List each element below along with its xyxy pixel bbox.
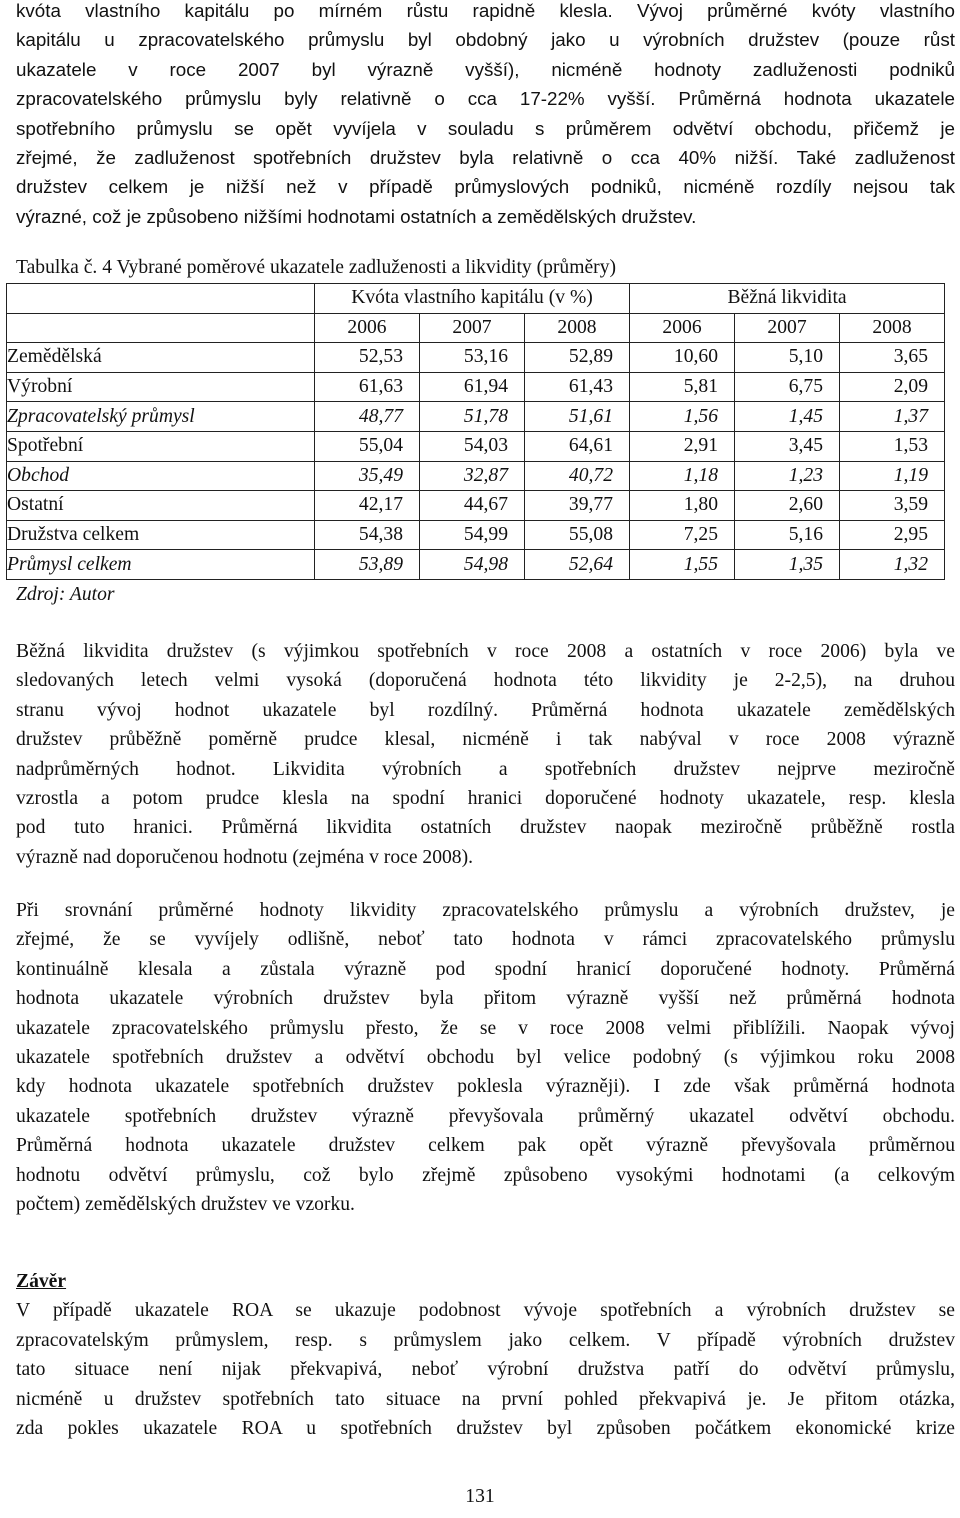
table-cell: 1,45 [735,402,840,432]
table-source: Zdroj: Autor [16,584,115,605]
table-cell: 54,99 [420,520,525,550]
year-header: 2008 [840,313,945,343]
table-cell: 39,77 [525,491,630,521]
top-paragraph-line: zřejmé, že zadluženost spotřebních družstev byla relativně o cca 40% nižší. Také zadluženost [16,147,955,169]
year-header: 2007 [735,313,840,343]
table-cell: 51,61 [525,402,630,432]
conclusion-section [16,1267,955,1443]
top-paragraph [16,0,955,231]
table-cell: 64,61 [525,431,630,461]
row-label: Obchod [7,461,315,491]
paragraph-line: ukazatele spotřebních družstev výrazně převyšovala průměrný ukazatel odvětví obchodu. [16,1105,955,1127]
table-cell: 40,72 [525,461,630,491]
paragraph-line: kontinuálně klesala a zůstala výrazně pod spodní hranicí doporučené hodnoty. Průměrná [16,958,955,980]
table-corner-cell [7,313,315,343]
paragraph-line: V případě ukazatele ROA se ukazuje podobnost vývoje spotřebních a výrobních družstev se [16,1300,955,1322]
paragraph-line: ukazatele spotřebních družstev a odvětví obchodu byl velice podobný (s výjimkou roku 2008 [16,1047,955,1069]
paragraph-line: tato situace není nijak překvapivá, neboť výrobní družstva patří do odvětví průmyslu, [16,1359,955,1381]
table-year-header-row [7,313,945,343]
table-cell: 3,45 [735,431,840,461]
table-cell: 53,89 [315,550,420,580]
year-header: 2007 [420,313,525,343]
table-cell: 5,10 [735,343,840,373]
table-wrapper [6,283,945,580]
table-cell: 5,81 [630,372,735,402]
table-row [7,520,945,550]
row-label: Družstva celkem [7,520,315,550]
paragraph-line: Při srovnání průměrné hodnoty likvidity zpracovatelského průmyslu a výrobních družstev, je [16,900,955,921]
table-cell: 32,87 [420,461,525,491]
table-cell: 53,16 [420,343,525,373]
top-paragraph-line: zpracovatelského průmyslu byly relativně o cca 17-22% vyšší. Průměrná hodnota ukazatele [16,88,955,110]
table-group-header-row [7,284,945,314]
row-label: Zemědělská [7,343,315,373]
table-cell: 61,94 [420,372,525,402]
table-cell: 7,25 [630,520,735,550]
table-row [7,461,945,491]
table-cell: 52,53 [315,343,420,373]
table-row [7,402,945,432]
top-paragraph-line: spotřebního průmyslu se opět vyvíjela v souladu s průměrem odvětví obchodu, přičemž je [16,117,955,139]
table-cell: 2,09 [840,372,945,402]
year-header: 2006 [630,313,735,343]
table-cell: 1,56 [630,402,735,432]
paragraph-line: počtem) zemědělských družstev ve vzorku. [16,1194,355,1216]
paragraph-line: výrazně nad doporučenou hodnotu (zejména v roce 2008). [16,846,474,868]
paragraph-line: kdy hodnota ukazatele spotřebních družstev poklesla výrazněji). I zde však průměrná hodnota [16,1076,955,1098]
table-cell: 54,03 [420,431,525,461]
row-label: Ostatní [7,491,315,521]
table-row [7,431,945,461]
row-label: Zpracovatelský průmysl [7,402,315,432]
table-cell: 2,95 [840,520,945,550]
conclusion-heading: Závěr [16,1271,67,1292]
table-cell: 55,04 [315,431,420,461]
paragraph-line: Běžná likvidita družstev (s výjimkou spotřebních v roce 2008 a ostatních v roce 2006) byla ve [16,641,955,662]
paragraph-line: pod tuto hranici. Průměrná likvidita ostatních družstev naopak meziročně průběžně rostla [16,817,955,839]
top-paragraph-line: ukazatele v roce 2007 byl výrazně vyšší), nicméně hodnoty zadluženosti podniků [16,58,955,80]
table-cell: 1,23 [735,461,840,491]
table-cell: 1,80 [630,491,735,521]
paragraph-line: zda pokles ukazatele ROA u spotřebních družstev byl způsoben počátkem ekonomické krize [16,1418,955,1440]
row-label: Průmysl celkem [7,550,315,580]
row-label: Výrobní [7,372,315,402]
paragraph-line: hodnota ukazatele výrobních družstev byla přitom výrazně vyšší než průměrná hodnota [16,988,955,1010]
group-header-equity-ratio: Kvóta vlastního kapitálu (v %) [315,284,630,314]
top-paragraph-line: družstev celkem je nižší než v případě průmyslových podniků, nicméně rozdíly nejsou tak [16,176,955,198]
paragraph-line: Průměrná hodnota ukazatele družstev celkem pak opět výrazně převyšovala průměrnou [16,1135,955,1157]
table-cell: 1,55 [630,550,735,580]
paragraph-comparison [16,896,955,1219]
table-cell: 61,63 [315,372,420,402]
table-row [7,343,945,373]
table-cell: 55,08 [525,520,630,550]
table-cell: 35,49 [315,461,420,491]
table-cell: 1,19 [840,461,945,491]
table-cell: 61,43 [525,372,630,402]
table-cell: 2,60 [735,491,840,521]
table-cell: 52,89 [525,343,630,373]
paragraph-line: ukazatele zpracovatelského průmyslu přesto, že se v roce 2008 velmi přiblížili. Naopak vývoj [16,1017,955,1039]
group-header-current-ratio: Běžná likvidita [630,284,945,314]
paragraph-line: zpracovatelským průmyslem, resp. s průmyslem jako celkem. V případě výrobních družstev [16,1329,955,1351]
page-number: 131 [465,1486,495,1507]
top-paragraph-line: výrazné, což je způsobeno nižšími hodnotami ostatních a zemědělských družstev. [16,205,697,227]
data-table [6,283,945,580]
year-header: 2006 [315,313,420,343]
table-cell: 1,37 [840,402,945,432]
paragraph-line: stranu vývoj hodnot ukazatele byl rozdílný. Průměrná hodnota ukazatele zemědělských [16,699,955,721]
table-cell: 3,59 [840,491,945,521]
table-row [7,550,945,580]
table-cell: 51,78 [420,402,525,432]
paragraph-line: nicméně u družstev spotřebních tato situace na první pohled překvapivá je. Je přitom otázka, [16,1388,955,1410]
paragraph-line: družstev průběžně poměrně prudce klesal, nicméně i tak nabýval v roce 2008 výrazně [16,729,955,751]
row-label: Spotřební [7,431,315,461]
table-cell: 54,98 [420,550,525,580]
table-cell: 1,35 [735,550,840,580]
table-row [7,372,945,402]
table-cell: 3,65 [840,343,945,373]
paragraph-line: vzrostla a potom prudce klesla na spodní hranici doporučené hodnoty ukazatele, resp. klesla [16,788,955,810]
table-cell: 10,60 [630,343,735,373]
table-cell: 2,91 [630,431,735,461]
paragraph-liquidity [16,637,955,872]
table-cell: 42,17 [315,491,420,521]
table-cell: 54,38 [315,520,420,550]
paragraph-line: sledovaných letech velmi vysoká (doporučená hodnota této likvidity je 2-2,5), na druhou [16,670,955,692]
paragraph-line: zřejmé, že se vyvíjely odlišně, neboť tato hodnota v rámci zpracovatelského průmyslu [16,929,955,951]
top-paragraph-line: kapitálu u zpracovatelského průmyslu byl obdobný jako u výrobních družstev (pouze růst [16,29,955,51]
table-cell: 6,75 [735,372,840,402]
table-caption: Tabulka č. 4 Vybrané poměrové ukazatele zadluženosti a likvidity (průměry) [16,257,617,278]
table-cell: 44,67 [420,491,525,521]
paragraph-line: nadprůměrných hodnot. Likvidita výrobních a spotřebních družstev nejprve meziročně [16,758,955,780]
table-row [7,491,945,521]
table-cell: 48,77 [315,402,420,432]
table-corner-cell [7,284,315,314]
table-cell: 1,18 [630,461,735,491]
table-cell: 52,64 [525,550,630,580]
table-cell: 1,53 [840,431,945,461]
year-header: 2008 [525,313,630,343]
table-cell: 1,32 [840,550,945,580]
paragraph-line: hodnotu odvětví průmyslu, což bylo zřejmě způsobeno vysokými hodnotami (a celkovým [16,1164,955,1186]
top-paragraph-line: kvóta vlastního kapitálu po mírném růstu rapidně klesla. Vývoj průměrné kvóty vlastního [16,0,955,21]
table-cell: 5,16 [735,520,840,550]
table-body [7,343,945,580]
